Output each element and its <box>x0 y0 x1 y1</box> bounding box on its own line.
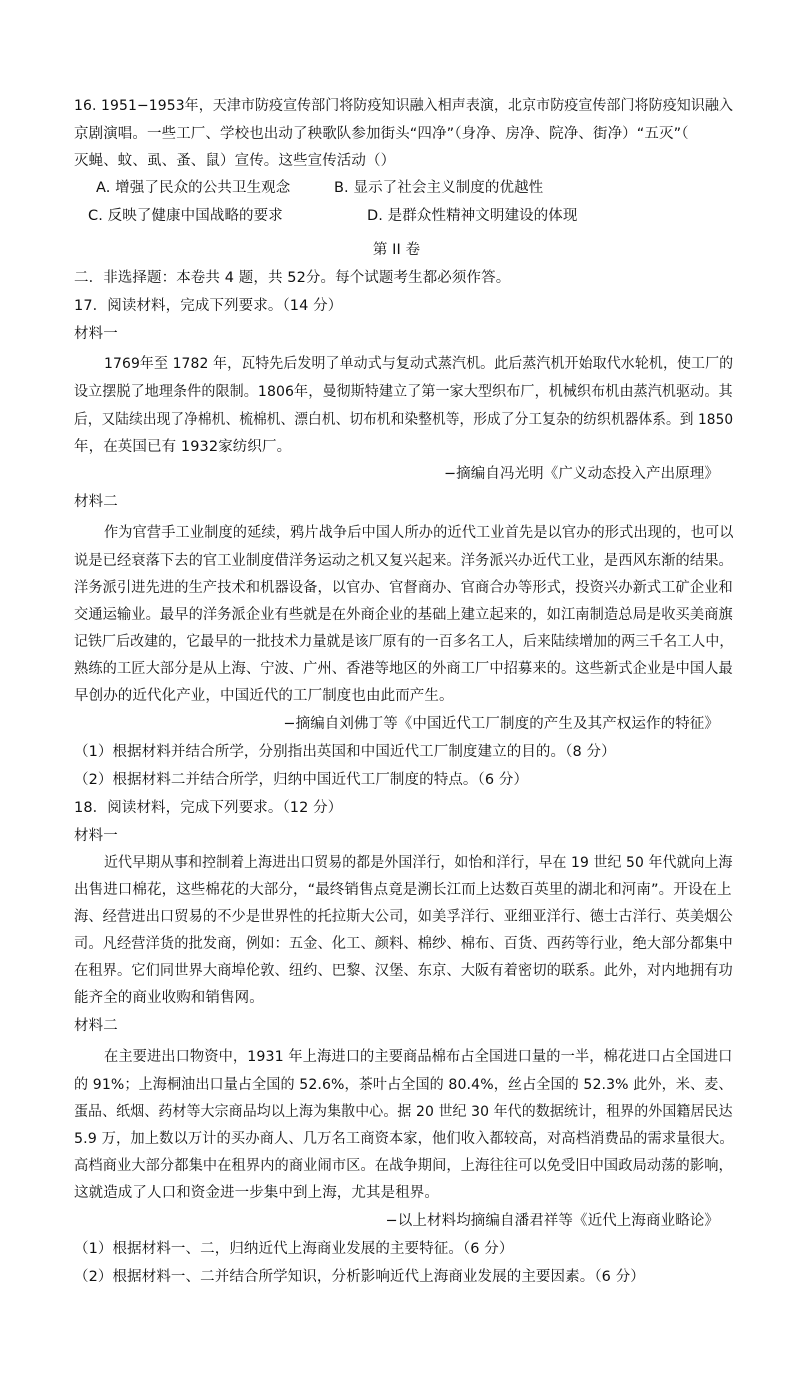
q18-question-2: （2）根据材料一、二并结合所学知识，分析影响近代上海商业发展的主要因素。（6 分） <box>74 1269 645 1285</box>
q17-material-2-line-3: 洋务派引进先进的生产技术和机器设备，以官办、官督商办、官商合办等形式，投资兴办新式工矿企业和 <box>74 580 733 596</box>
q17-material-1-label: 材料一 <box>74 326 118 342</box>
q17-material-2-line-4: 交通运输业。最早的洋务派企业有些就是在外商企业的基础上建立起来的，如江南制造总局是收买美商旗 <box>74 607 733 623</box>
q18-material-2-label: 材料二 <box>74 1018 118 1034</box>
q17-material-2-line-5: 记铁厂后改建的，它最早的一批技术力量就是该厂原有的一百多名工人，后来陆续增加的两三千名工人中， <box>74 634 734 650</box>
q17-material-2-line-7: 早创办的近代化产业，中国近代的工厂制度也由此而产生。 <box>74 688 454 704</box>
q17-question-2: （2）根据材料二并结合所学，归纳中国近代工厂制度的特点。（6 分） <box>74 772 529 788</box>
q16-option-d: D. 是群众性精神文明建设的体现 <box>367 208 578 224</box>
part2-title: 第 II 卷 <box>372 242 421 258</box>
q18-material-2-line-3: 蛋品、纸烟、药材等大宗商品均以上海为集散中心。据 20 世纪 30 年代的数据统计，租界的外国籍居民达 <box>74 1104 733 1120</box>
q18-material-2-line-1: 在主要进出口物资中，1931 年上海进口的主要商品棉布占全国进口量的一半，棉花进口占全国进口 <box>104 1049 733 1065</box>
q17-material-2-line-1: 作为官营手工业制度的延续，鸦片战争后中国人所办的近代工业首先是以官办的形式出现的，也可以 <box>104 525 734 541</box>
q17-material-1-line-4: 年，在英国已有 1932家纺织厂。 <box>74 439 292 455</box>
q18-material-1-label: 材料一 <box>74 828 118 844</box>
q16-stem-line-1: 16. 1951−1953年，天津市防疫宣传部门将防疫知识融入相声表演，北京市防疫宣传部门将防疫知识融入 <box>74 98 734 114</box>
q17-material-2-label: 材料二 <box>74 494 118 510</box>
q18-material-1-line-3: 海、经营进出口贸易的不少是世界性的托拉斯大公司，如美孚洋行、亚细亚洋行、德士古洋行、英美烟公 <box>74 909 733 925</box>
q18-material-1-line-4: 司。凡经营洋货的批发商，例如：五金、化工、颜料、棉纱、棉布、百货、西药等行业，绝大部分都集中 <box>74 936 733 952</box>
q17-material-2-line-2: 说是已经衰落下去的官工业制度借洋务运动之机又复兴起来。洋务派兴办近代工业，是西风东渐的结果。 <box>74 553 733 569</box>
q17-header: 17．阅读材料，完成下列要求。（14 分） <box>74 298 343 314</box>
q17-question-1: （1）根据材料并结合所学，分别指出英国和中国近代工厂制度建立的目的。（8 分） <box>74 744 616 760</box>
q18-material-2-line-4: 5.9 万，加上数以万计的买办商人、几万名工商资本家，他们收入都较高，对高档消费品的需求量很大。 <box>74 1131 734 1147</box>
part2-instruction: 二．非选择题：本卷共 4 题，共 52分。每个试题考生都必须作答。 <box>74 270 511 286</box>
q18-header: 18．阅读材料，完成下列要求。（12 分） <box>74 800 343 816</box>
q18-material-2-line-6: 这就造成了人口和资金进一步集中到上海，尤其是租界。 <box>74 1185 439 1201</box>
q18-material-1-line-5: 在租界。它们同世界大商埠伦敦、纽约、巴黎、汉堡、东京、大阪有着密切的联系。此外，对内地拥有功 <box>74 963 733 979</box>
q17-material-1-line-2: 设立摆脱了地理条件的限制。1806年，曼彻斯特建立了第一家大型织布厂，机械织布机由蒸汽机驱动。其 <box>74 384 733 400</box>
q18-question-1: （1）根据材料一、二，归纳近代上海商业发展的主要特征。（6 分） <box>74 1241 514 1257</box>
q18-material-1-line-2: 出售进口棉花，这些棉花的大部分，“最终销售点竟是溯长江而上达数百英里的湖北和河南”。开设在上 <box>74 882 732 898</box>
q18-material-2-source: −以上材料均摘编自潘君祥等《近代上海商业略论》 <box>385 1213 719 1229</box>
q17-material-1-line-1: 1769年至 1782 年，瓦特先后发明了单动式与复动式蒸汽机。此后蒸汽机开始取代水轮机，使工厂的 <box>104 356 734 372</box>
q16-stem-line-3: 灭蝇、蚊、虱、蚤、鼠）宣传。这些宣传活动（） <box>74 153 396 169</box>
q18-material-2-line-2: 的 91%；上海桐油出口量占全国的 52.6%，茶叶占全国的 80.4%，丝占全国的 52.3% 此外，米、麦、 <box>74 1077 733 1093</box>
q16-option-b: B. 显示了社会主义制度的优越性 <box>334 180 544 196</box>
q16-option-a: A. 增强了民众的公共卫生观念 <box>96 180 291 196</box>
q17-material-1-source: −摘编自冯光明《广义动态投入产出原理》 <box>443 466 719 482</box>
q17-material-2-line-6: 熟练的工匠大部分是从上海、宁波、广州、香港等地区的外商工厂中招募来的。这些新式企业是中国人最 <box>74 661 733 677</box>
q17-material-2-source: −摘编自刘佛丁等《中国近代工厂制度的产生及其产权运作的特征》 <box>283 716 719 732</box>
q18-material-1-line-1: 近代早期从事和控制着上海进出口贸易的都是外国洋行，如怡和洋行，早在 19 世纪 50 年代就向上海 <box>104 855 733 871</box>
q18-material-1-line-6: 能齐全的商业收购和销售网。 <box>74 990 264 1006</box>
q16-option-c: C. 反映了健康中国战略的要求 <box>88 208 283 224</box>
q18-material-2-line-5: 高档商业大部分都集中在租界内的商业闹市区。在战争期间，上海往往可以免受旧中国政局动荡的影响， <box>74 1158 733 1174</box>
q17-material-1-line-3: 后，又陆续出现了净棉机、梳棉机、漂白机、切布机和染整机等，形成了分工复杂的纺织机器体系。到 1850 <box>74 412 734 428</box>
q16-stem-line-2: 京剧演唱。一些工厂、学校也出动了秧歌队参加街头“四净”（身净、房净、院净、街净）“五灭”（ <box>74 126 689 142</box>
